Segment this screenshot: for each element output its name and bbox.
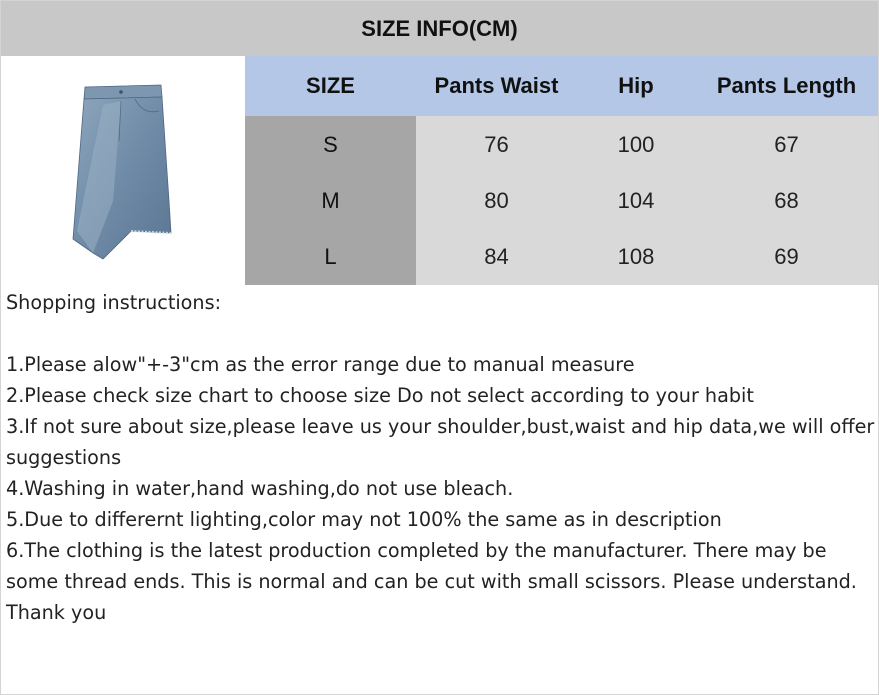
instructions-heading: Shopping instructions: — [6, 291, 222, 314]
size-info-title — [1, 1, 878, 56]
spacer — [6, 318, 876, 349]
instruction-item: 6.The clothing is the latest production completed by the manufacturer. There may be some thread ends. This is normal and can be cut with small scissors. Please understand. Thank you — [6, 539, 857, 624]
waist-l: 84 — [416, 229, 577, 285]
denim-skirt-image — [63, 81, 183, 261]
title-text: SIZE INFO(CM) — [361, 15, 518, 41]
instruction-item: 3.If not sure about size,please leave us your shoulder,bust,waist and hip data,we will offer suggestions — [6, 415, 875, 469]
shopping-instructions — [6, 287, 876, 628]
length-m: 68 — [695, 173, 878, 229]
instruction-item: 1.Please alow"+-3"cm as the error range due to manual measure — [6, 353, 635, 376]
length-l: 69 — [695, 229, 878, 285]
size-l: L — [245, 229, 416, 285]
hip-s: 100 — [577, 116, 695, 173]
header-size: SIZE — [245, 56, 416, 116]
instruction-item: 4.Washing in water,hand washing,do not use bleach. — [6, 477, 514, 500]
hip-m: 104 — [577, 173, 695, 229]
size-m: M — [245, 173, 416, 229]
instruction-item: 2.Please check size chart to choose size Do not select according to your habit — [6, 384, 754, 407]
product-image — [1, 56, 245, 285]
header-pants-length: Pants Length — [695, 56, 878, 116]
header-pants-waist: Pants Waist — [416, 56, 577, 116]
length-s: 67 — [695, 116, 878, 173]
waist-s: 76 — [416, 116, 577, 173]
size-s: S — [245, 116, 416, 173]
header-hip: Hip — [577, 56, 695, 116]
waist-m: 80 — [416, 173, 577, 229]
size-table — [245, 56, 878, 285]
hip-l: 108 — [577, 229, 695, 285]
instruction-item: 5.Due to differernt lighting,color may not 100% the same as in description — [6, 508, 722, 531]
